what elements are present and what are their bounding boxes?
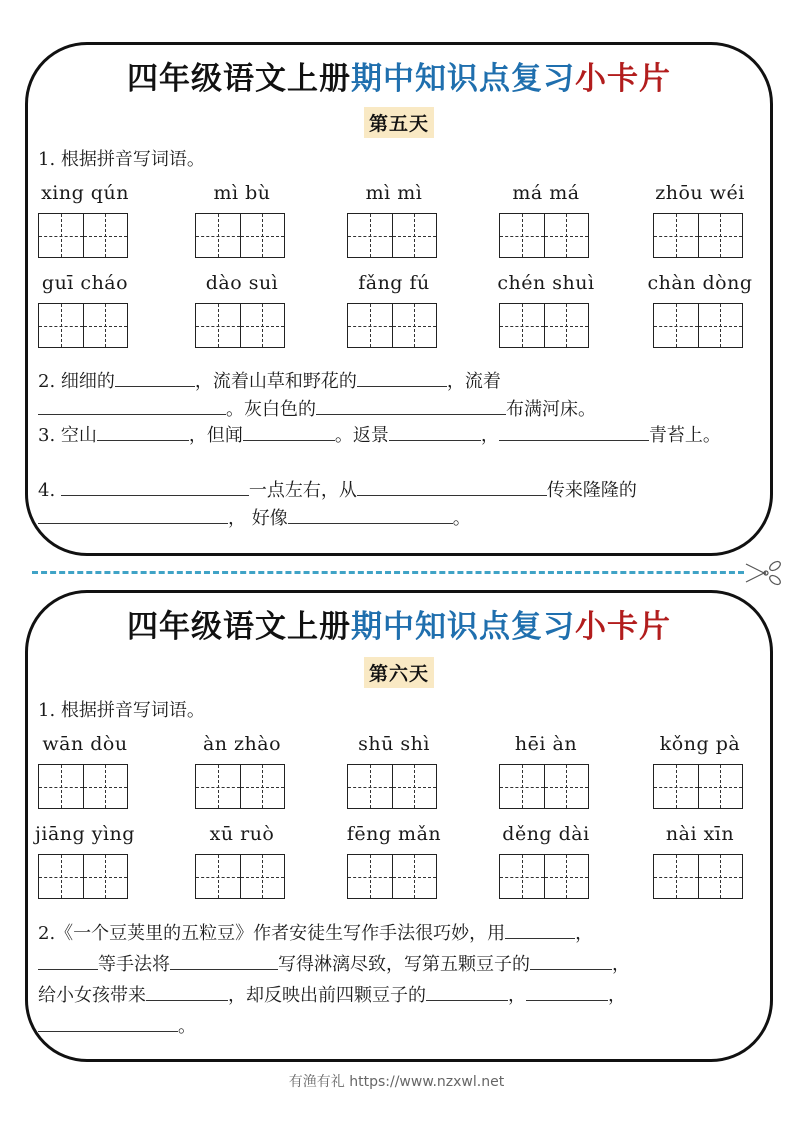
pinyin-text: kǒng pà bbox=[659, 733, 741, 755]
fill-blank[interactable] bbox=[61, 477, 249, 496]
q2-text: 。灰白色的 bbox=[226, 398, 316, 420]
pinyin-text: mì mì bbox=[365, 182, 423, 204]
pinyin-row-1 bbox=[38, 182, 750, 272]
q3-text: ，但闻 bbox=[188, 425, 243, 446]
review-card-day5 bbox=[25, 42, 773, 556]
fill-blank[interactable] bbox=[115, 368, 195, 387]
writing-box[interactable] bbox=[347, 764, 437, 809]
writing-box[interactable] bbox=[347, 854, 437, 899]
pinyin-row-2 bbox=[35, 823, 750, 913]
pinyin-text: shū shì bbox=[358, 733, 430, 755]
writing-box[interactable] bbox=[347, 303, 437, 348]
q2-text: ，却反映出前四颗豆子的 bbox=[228, 985, 426, 1006]
fill-blank[interactable] bbox=[170, 951, 278, 970]
q3-text: 。返景 bbox=[334, 425, 389, 446]
question-4 bbox=[38, 477, 760, 532]
writing-box[interactable] bbox=[499, 303, 589, 348]
q4-text: 4. bbox=[38, 480, 61, 501]
fill-blank[interactable] bbox=[316, 396, 506, 415]
pinyin-text: chàn dòng bbox=[647, 272, 753, 294]
writing-box[interactable] bbox=[195, 854, 285, 899]
q2-text: 布满河床。 bbox=[506, 398, 596, 420]
pinyin-text: zhōu wéi bbox=[655, 182, 745, 204]
writing-box[interactable] bbox=[653, 764, 743, 809]
pinyin-text: wān dòu bbox=[42, 733, 128, 755]
cut-line bbox=[32, 571, 744, 574]
writing-box[interactable] bbox=[38, 764, 128, 809]
q2-text: ，流着 bbox=[446, 371, 501, 392]
q4-text: 一点左右，从 bbox=[248, 480, 357, 501]
fill-blank[interactable] bbox=[530, 951, 612, 970]
day-label: 第五天 bbox=[364, 107, 434, 138]
pinyin-text: xū ruò bbox=[209, 823, 275, 845]
fill-blank[interactable] bbox=[146, 982, 228, 1001]
title-part-card: 小卡片 bbox=[575, 609, 671, 645]
title-part-grade: 四年级语文上册 bbox=[127, 609, 351, 645]
pinyin-text: hēi àn bbox=[514, 733, 578, 755]
fill-blank[interactable] bbox=[38, 951, 98, 970]
fill-blank[interactable] bbox=[357, 368, 447, 387]
fill-blank[interactable] bbox=[38, 396, 226, 415]
fill-blank[interactable] bbox=[288, 505, 453, 524]
q2-text: 写得淋漓尽致，写第五颗豆子的 bbox=[278, 954, 530, 975]
writing-box[interactable] bbox=[499, 854, 589, 899]
pinyin-text: xing qún bbox=[41, 182, 129, 204]
title-part-review: 期中知识点复习 bbox=[351, 609, 575, 645]
q3-text: ， bbox=[480, 425, 499, 446]
writing-box[interactable] bbox=[38, 303, 128, 348]
fill-blank[interactable] bbox=[389, 422, 481, 441]
q3-text: 青苔上。 bbox=[648, 425, 721, 446]
pinyin-text: má má bbox=[512, 182, 580, 204]
q2-text: 。 bbox=[178, 1016, 196, 1037]
writing-box[interactable] bbox=[499, 213, 589, 258]
q2-text: ，流着山草和野花的 bbox=[194, 371, 357, 392]
writing-box[interactable] bbox=[38, 213, 128, 258]
q2-text: ， bbox=[608, 985, 626, 1006]
q2-text: ， bbox=[575, 923, 594, 944]
fill-blank[interactable] bbox=[243, 422, 335, 441]
pinyin-text: fǎng fú bbox=[358, 272, 430, 294]
fill-blank[interactable] bbox=[526, 982, 608, 1001]
card-title bbox=[28, 601, 770, 646]
pinyin-text: guī cháo bbox=[41, 272, 129, 294]
pinyin-text: àn zhào bbox=[202, 733, 282, 755]
fill-blank[interactable] bbox=[499, 422, 649, 441]
q4-text: ， 好像 bbox=[228, 507, 288, 529]
writing-box[interactable] bbox=[653, 854, 743, 899]
q2-text: 2.《一个豆荚里的五粒豆》作者安徒生写作手法很巧妙，用 bbox=[38, 923, 506, 944]
q2-text: 2. 细细的 bbox=[38, 371, 115, 392]
q4-text: 。 bbox=[452, 507, 471, 529]
review-card-day6 bbox=[25, 590, 773, 1062]
q4-text: 传来隆隆的 bbox=[546, 480, 637, 501]
pinyin-text: dào suì bbox=[205, 272, 279, 294]
q2-text: ， bbox=[508, 985, 526, 1006]
pinyin-row-2 bbox=[38, 272, 753, 362]
fill-blank[interactable] bbox=[97, 422, 189, 441]
writing-box[interactable] bbox=[195, 764, 285, 809]
writing-box[interactable] bbox=[347, 213, 437, 258]
q2-text: 等手法将 bbox=[98, 954, 170, 975]
card-title bbox=[28, 53, 770, 98]
day-label: 第六天 bbox=[364, 657, 434, 688]
pinyin-row-1 bbox=[38, 733, 750, 823]
writing-box[interactable] bbox=[653, 303, 743, 348]
q2-text: 给小女孩带来 bbox=[38, 985, 146, 1006]
scissors-icon bbox=[744, 560, 784, 586]
question-2 bbox=[38, 368, 760, 423]
pinyin-text: jiāng yìng bbox=[35, 823, 135, 845]
title-part-review: 期中知识点复习 bbox=[351, 61, 575, 97]
title-part-grade: 四年级语文上册 bbox=[127, 61, 351, 97]
writing-box[interactable] bbox=[195, 303, 285, 348]
question-3 bbox=[38, 422, 760, 450]
question-2 bbox=[38, 918, 760, 1042]
fill-blank[interactable] bbox=[38, 505, 228, 524]
q3-text: 3. 空山 bbox=[38, 425, 97, 446]
watermark-footer: 有渔有礼 https://www.nzxwl.net bbox=[288, 1074, 505, 1090]
writing-box[interactable] bbox=[195, 213, 285, 258]
fill-blank[interactable] bbox=[357, 477, 547, 496]
fill-blank[interactable] bbox=[505, 920, 575, 939]
pinyin-text: fēng mǎn bbox=[346, 823, 442, 845]
writing-box[interactable] bbox=[38, 854, 128, 899]
writing-box[interactable] bbox=[499, 764, 589, 809]
q2-text: ， bbox=[612, 954, 630, 975]
fill-blank[interactable] bbox=[426, 982, 508, 1001]
title-part-card: 小卡片 bbox=[575, 61, 671, 97]
question-1-label: 1. 根据拼音写词语。 bbox=[38, 149, 205, 170]
pinyin-text: děng dài bbox=[502, 823, 590, 845]
pinyin-text: mì bù bbox=[213, 182, 271, 204]
fill-blank[interactable] bbox=[38, 1013, 178, 1032]
pinyin-text: chén shuì bbox=[497, 272, 595, 294]
pinyin-text: nài xīn bbox=[665, 823, 735, 845]
writing-box[interactable] bbox=[653, 213, 743, 258]
question-1-label: 1. 根据拼音写词语。 bbox=[38, 700, 205, 721]
